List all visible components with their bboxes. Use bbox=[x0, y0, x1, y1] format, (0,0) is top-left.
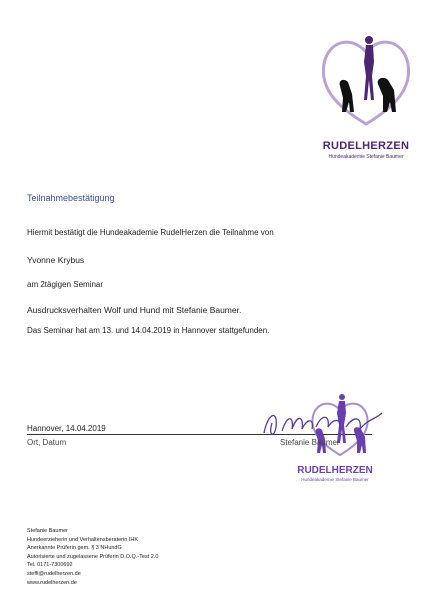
participant-name: Yvonne Krybus bbox=[27, 255, 85, 265]
place-date-label: Ort, Datum bbox=[27, 438, 67, 447]
place-date-value: Hannover, 14.04.2019 bbox=[27, 424, 106, 433]
footer-phone: Tel. 0171-7300692 bbox=[27, 562, 73, 569]
footer-website-link[interactable]: www.rudelherzen.de bbox=[27, 579, 77, 586]
signer-name: Stefanie Baumer bbox=[280, 438, 340, 447]
seminar-title: Ausdrucksverhalten Wolf und Hund mit Stefanie Baumer. bbox=[27, 305, 242, 315]
footer-contact bbox=[27, 527, 158, 587]
logo-brand-name: RUDELHERZEN bbox=[322, 140, 410, 152]
footer-line: Hundeerzieherin und Verhaltensberaterin IHK bbox=[27, 536, 138, 543]
footer-line: Anerkannte Prüferin gem. § 3 NHundG bbox=[27, 545, 122, 552]
footer-line: Stefanie Baumer bbox=[27, 528, 68, 534]
footer-email-link[interactable]: steffi@rudelherzen.de bbox=[27, 570, 81, 577]
rudelherzen-logo bbox=[316, 20, 416, 160]
footer-line: Autorisierte und zugelassene Prüferin D.O.Q.-Test 2.0 bbox=[27, 553, 159, 560]
stamp-subtitle: Hundeakademie Stefanie Baumer bbox=[301, 477, 369, 482]
confirmation-text: Hiermit bestätigt die Hundeakademie RudelHerzen die Teilnahme von bbox=[27, 228, 274, 237]
seminar-duration-text: am 2tägigen Seminar bbox=[27, 280, 104, 289]
certificate-title: Teilnahmebestätigung bbox=[27, 193, 115, 203]
stamp-brand-name: RUDELHERZEN bbox=[297, 465, 373, 476]
logo-subtitle: Hundeakademie Stefanie Baumer bbox=[328, 154, 404, 160]
seminar-date-text: Das Seminar hat am 13. und 14.04.2019 in Hannover stattgefunden. bbox=[27, 326, 270, 335]
heart-woman-dogs-logo-icon bbox=[316, 20, 416, 140]
